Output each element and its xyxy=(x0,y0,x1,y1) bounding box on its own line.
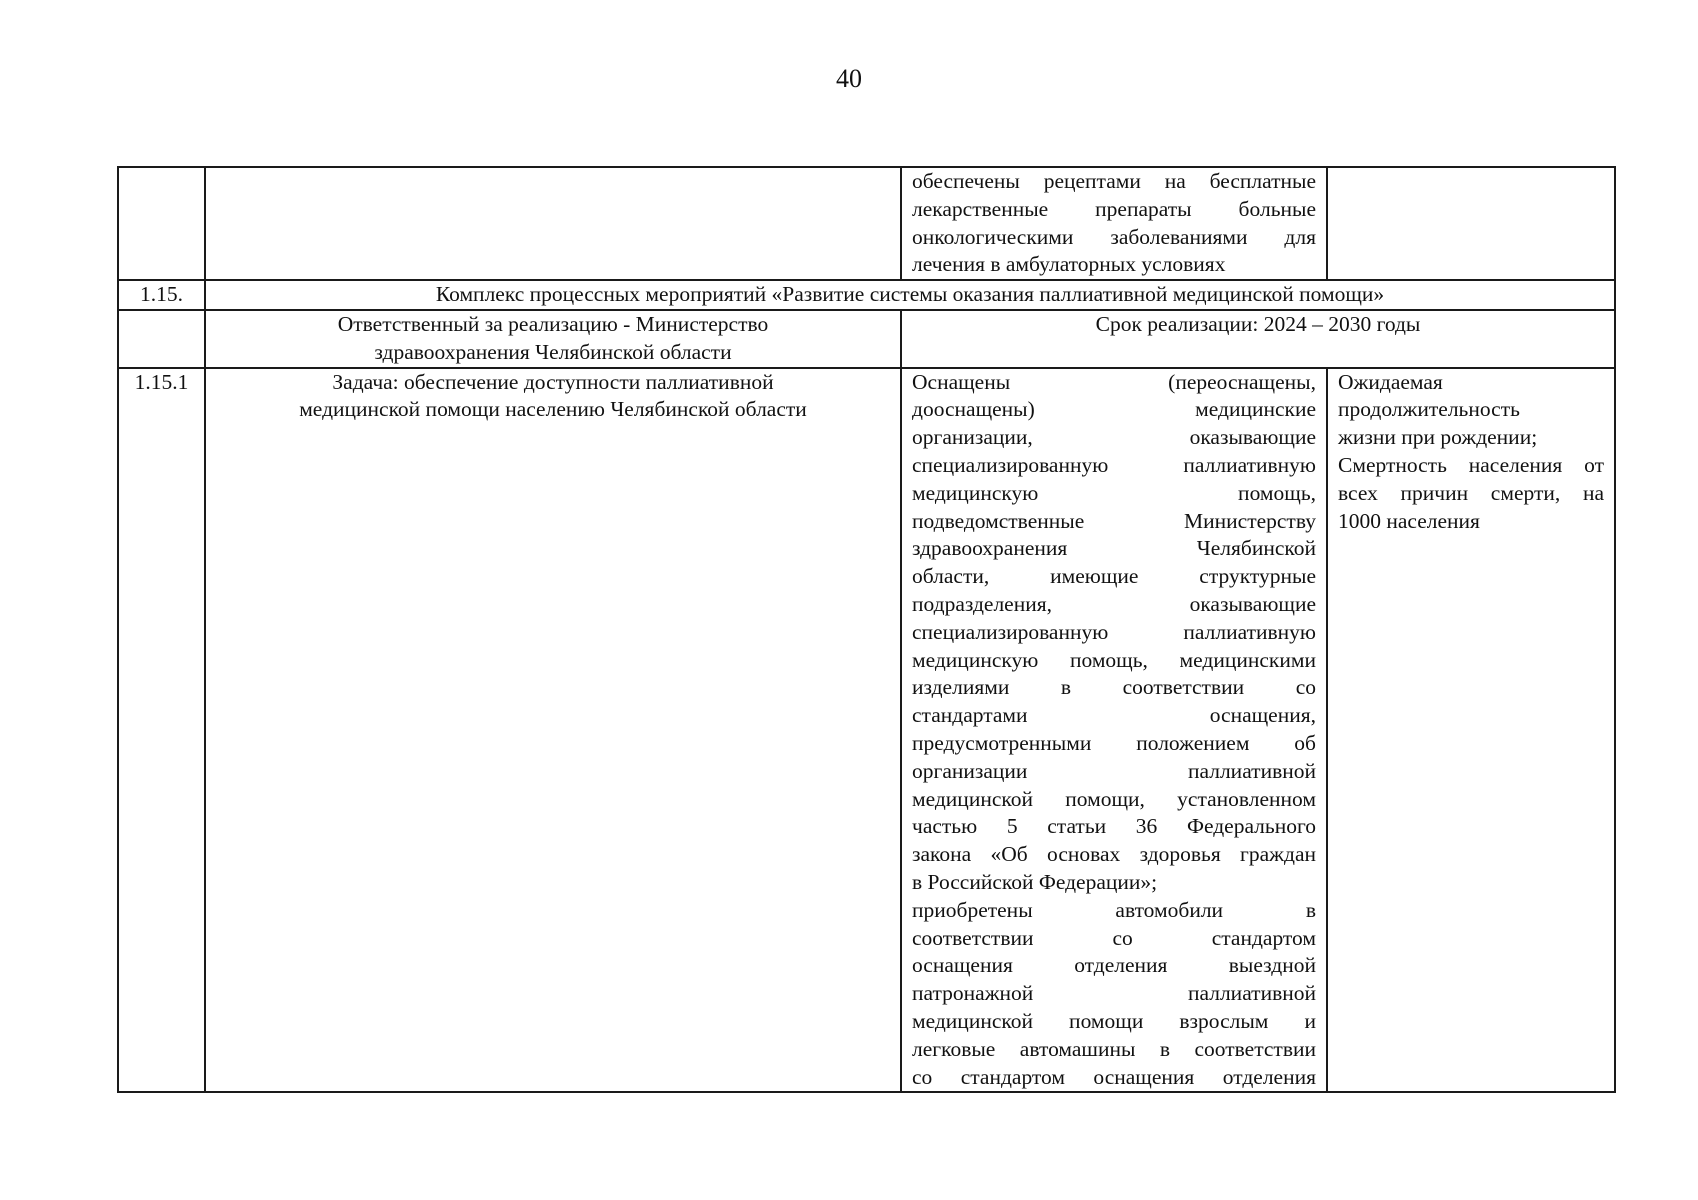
result-line: частью 5 статьи 36 Федерального xyxy=(912,814,1316,839)
result-line: подведомственные Министерству xyxy=(912,508,1316,533)
result-line: обеспечены рецептами на бесплатные xyxy=(912,169,1316,193)
task-line: медицинской помощи населению Челябинской области xyxy=(299,397,807,422)
result-line: здравоохранения Челябинской xyxy=(912,536,1316,561)
result-line: лечения в амбулаторных условиях xyxy=(912,252,1226,277)
complex-row xyxy=(118,280,1615,310)
result-line: Оснащены (переоснащены, xyxy=(912,369,1316,394)
task-indicator-cell xyxy=(1327,368,1615,1093)
result-line: закона «Об основах здоровья граждан xyxy=(912,842,1316,867)
result-line: дооснащены) медицинские xyxy=(912,397,1316,422)
indicator-line: всех причин смерти, на xyxy=(1338,480,1604,505)
indicator-line: Ожидаемая xyxy=(1338,369,1443,394)
result-line: лекарственные препараты больные xyxy=(912,196,1316,221)
result-line: подразделения, оказывающие xyxy=(912,591,1316,616)
result-line: организации паллиативной xyxy=(912,758,1316,783)
continuation-task-cell xyxy=(205,167,901,280)
result-line: области, имеющие структурные xyxy=(912,564,1316,589)
indicator-line: жизни при рождении; xyxy=(1338,425,1538,450)
result-line: легковые автомашины в соответствии xyxy=(912,1036,1316,1061)
result-line: медицинской помощи, установленном xyxy=(912,786,1316,811)
responsible-line: Ответственный за реализацию - Министерство xyxy=(337,311,769,336)
responsible-cell xyxy=(205,310,901,368)
result-line: стандартами оснащения, xyxy=(912,703,1316,728)
complex-number: 1.15. xyxy=(118,280,205,310)
continuation-number-cell xyxy=(118,167,205,280)
indicator-line: Смертность населения от xyxy=(1338,452,1604,477)
result-line: организации, оказывающие xyxy=(912,425,1316,450)
task-description xyxy=(205,368,901,1093)
task-number: 1.15.1 xyxy=(118,368,205,1093)
result-line: специализированную паллиативную xyxy=(912,619,1316,644)
result-line: со стандартом оснащения отделения xyxy=(912,1064,1316,1089)
responsible-line: здравоохранения Челябинской области xyxy=(374,339,732,364)
result-line: патронажной паллиативной xyxy=(912,981,1316,1006)
indicator-line: 1000 населения xyxy=(1338,508,1480,533)
result-line: изделиями в соответствии со xyxy=(912,675,1316,700)
result-line: оснащения отделения выездной xyxy=(912,953,1316,978)
program-table xyxy=(117,166,1616,1093)
continuation-row xyxy=(118,167,1615,280)
result-line: предусмотренными положением об xyxy=(912,730,1316,755)
result-line: в Российской Федерации»; xyxy=(912,869,1158,894)
responsible-number-cell xyxy=(118,310,205,368)
task-row xyxy=(118,368,1615,1093)
implementation-term: Срок реализации: 2024 – 2030 годы xyxy=(901,310,1615,368)
task-result-cell xyxy=(901,368,1327,1093)
result-line: медицинскую помощь, xyxy=(912,480,1316,505)
continuation-indicator-cell xyxy=(1327,167,1615,280)
complex-title: Комплекс процессных мероприятий «Развитие системы оказания паллиативной медицинской помощи» xyxy=(205,280,1615,310)
task-line: Задача: обеспечение доступности паллиативной xyxy=(332,369,774,394)
result-line: специализированную паллиативную xyxy=(912,452,1316,477)
page-number: 40 xyxy=(836,64,862,93)
result-line: онкологическими заболеваниями для xyxy=(912,224,1316,249)
result-line: приобретены автомобили в xyxy=(912,897,1316,922)
responsible-row xyxy=(118,310,1615,368)
result-line: медицинской помощи взрослым и xyxy=(912,1008,1316,1033)
result-line: соответствии со стандартом xyxy=(912,925,1316,950)
indicator-line: продолжительность xyxy=(1338,397,1520,422)
result-line: медицинскую помощь, медицинскими xyxy=(912,647,1316,672)
continuation-result-cell xyxy=(901,167,1327,280)
